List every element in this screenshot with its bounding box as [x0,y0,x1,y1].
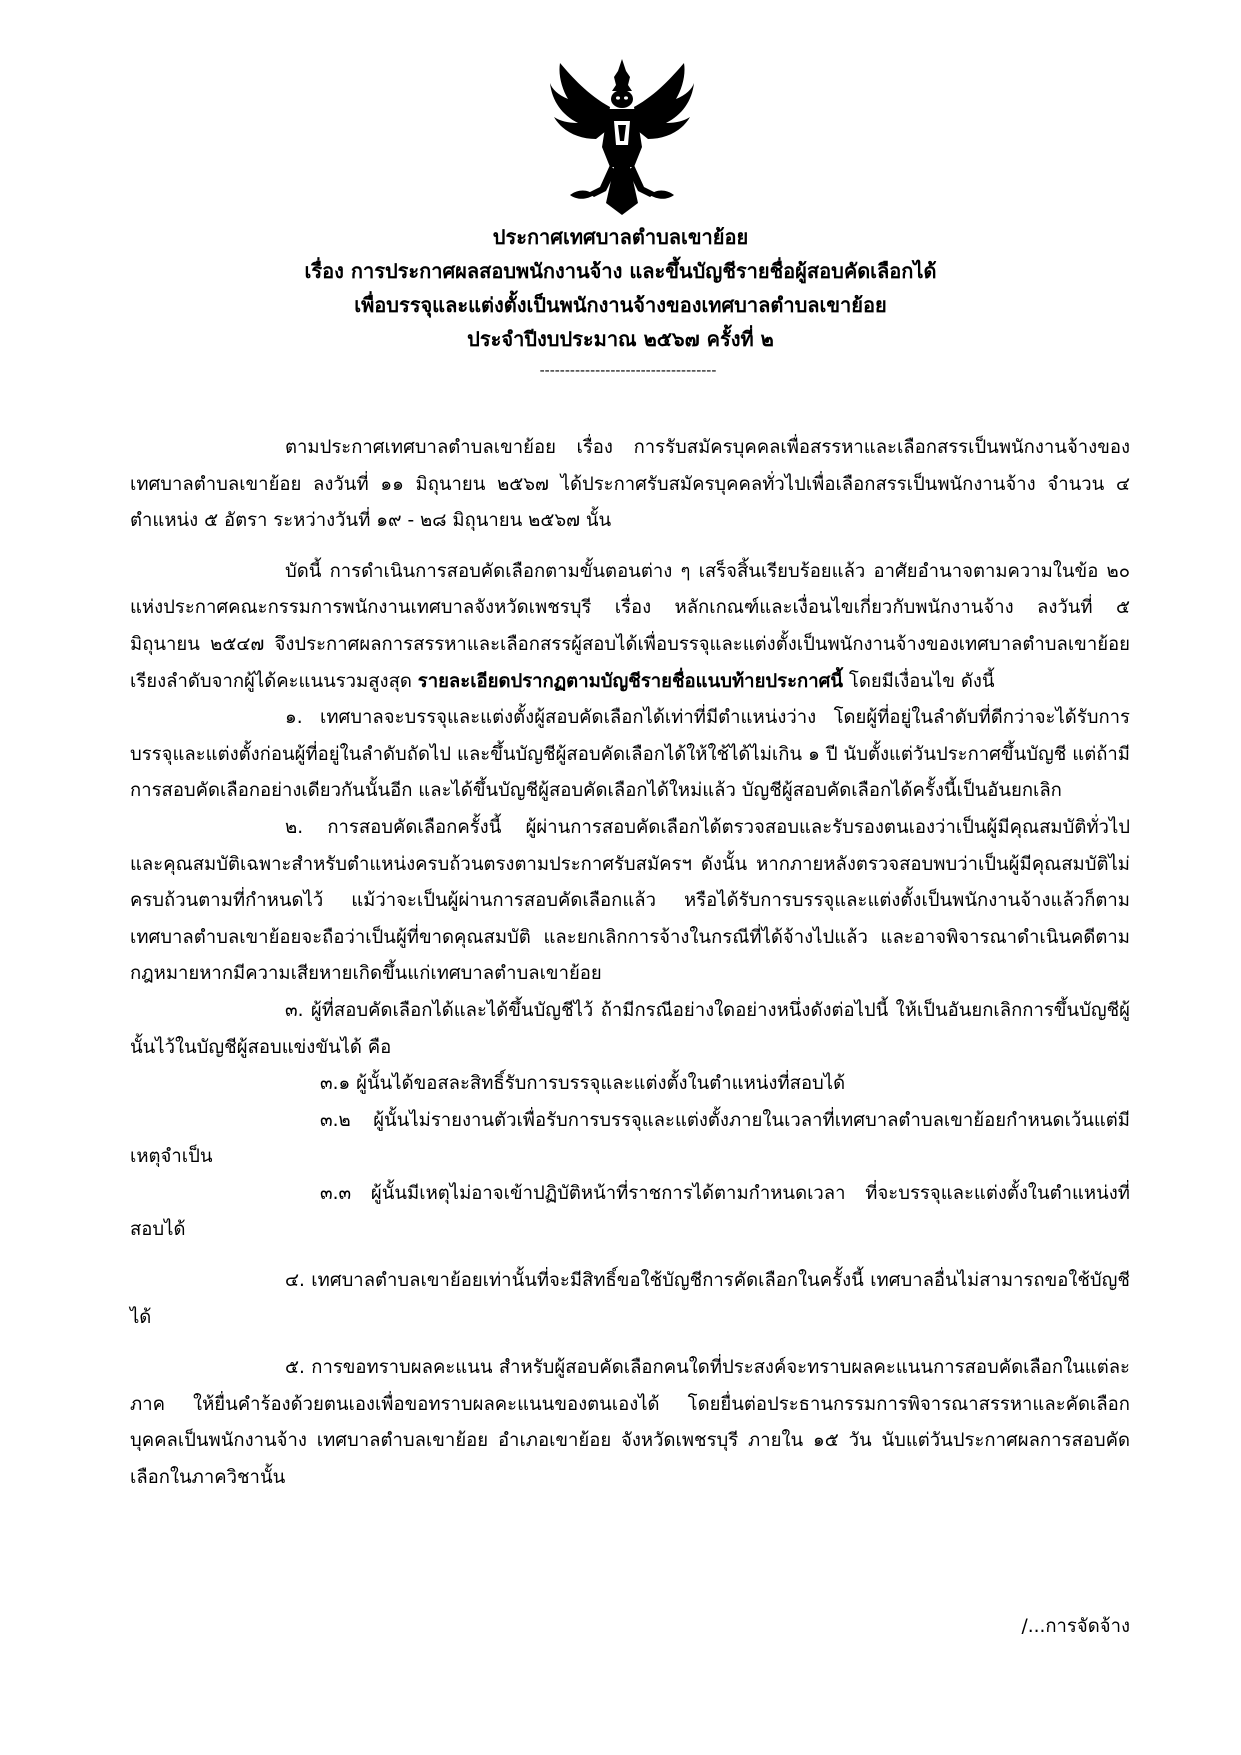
announcement-title: ประกาศเทศบาลตำบลเขาย้อย [492,225,749,249]
condition-3: ๓. ผู้ที่สอบคัดเลือกได้และได้ขึ้นบัญชีไว้ ถ้ามีกรณีอย่างใดอย่างหนึ่งดังต่อไปนี้ ให้เป็นอันยกเลิกการขึ้นบัญชีผู้นั้นไว้ในบัญชีผู้สอบแข่งขันได้ คือ [130,999,1130,1058]
announcement-subject: เรื่อง การประกาศผลสอบพนักงานจ้าง และขึ้นบัญชีรายชื่อผู้สอบคัดเลือกได้ [304,259,937,283]
condition-3-3: ๓.๓ ผู้นั้นมีเหตุไม่อาจเข้าปฏิบัติหน้าที่ราชการได้ตามกำหนดเวลา ที่จะบรรจุและแต่งตั้งในตำแหน่งที่สอบได้ [130,1182,1130,1241]
condition-3-2: ๓.๒ ผู้นั้นไม่รายงานตัวเพื่อรับการบรรจุและแต่งตั้งภายในเวลาที่เทศบาลตำบลเขาย้อยกำหนดเว้นแต่มีเหตุจำเป็น [130,1109,1130,1168]
announcement-subject-line2: เพื่อบรรจุและแต่งตั้งเป็นพนักงานจ้างของเทศบาลตำบลเขาย้อย [354,293,887,317]
condition-4: ๔. เทศบาลตำบลเขาย้อยเท่านั้นที่จะมีสิทธิ์ขอใช้บัญชีการคัดเลือกในครั้งนี้ เทศบาลอื่นไม่สามารถขอใช้บัญชีได้ [130,1270,1130,1328]
announcement-fiscal-year: ประจำปีงบประมาณ ๒๕๖๗ ครั้งที่ ๒ [467,327,774,351]
header-divider: ----------------------------------- [539,363,717,379]
condition-3-1: ๓.๑ ผู้นั้นได้ขอสละสิทธิ์รับการบรรจุและแต่งตั้งในตำแหน่งที่สอบได้ [320,1073,846,1095]
paragraph-announcement-text: บัดนี้ การดำเนินการสอบคัดเลือกตามขั้นตอนต่าง ๆ เสร็จสิ้นเรียบร้อยแล้ว อาศัยอำนาจตามความในข้อ ๒๐ แห่งประกาศคณะกรรมการพนักงานเทศบาลจังหวัดเพชรบุรี เรื่อง หลักเกณฑ์และเงื่อนไขเกี่ยวกับพนักงานจ้าง ลงวันที่ ๕ มิถุนายน ๒๕๔๗ จึงประกาศผลการสรรหาและเลือกสรรผู้สอบได้เพื่อบรรจุและแต่งตั้งเป็นพนักงานจ้างของเทศบาลตำบลเขาย้อย เรียงลำดับจากผู้ได้คะแนนรวมสูงสุด [130,560,1130,692]
announcement-body [130,430,1130,1497]
condition-2: ๒. การสอบคัดเลือกครั้งนี้ ผู้ผ่านการสอบคัดเลือกได้ตรวจสอบและรับรองตนเองว่าเป็นผู้มีคุณสมบัติทั่วไป และคุณสมบัติเฉพาะสำหรับตำแหน่งครบถ้วนตรงตามประกาศรับสมัครฯ ดังนั้น หากภายหลังตรวจสอบพบว่าเป็นผู้มีคุณสมบัติไม่ครบถ้วนตามที่กำหนดไว้ แม้ว่าจะเป็นผู้ผ่านการสอบคัดเลือกแล้ว หรือได้รับการบรรจุและแต่งตั้งเป็นพนักงานจ้างแล้วก็ตาม เทศบาลตำบลเขาย้อยจะถือว่าเป็นผู้ที่ขาดคุณสมบัติ และยกเลิกการจ้างในกรณีที่ได้จ้างไปแล้ว และอาจพิจารณาดำเนินคดีตามกฎหมายหากมีความเสียหายเกิดขึ้นแก่เทศบาลตำบลเขาย้อย [130,816,1130,985]
page-continuation: /...การจัดจ้าง [1021,1616,1130,1637]
paragraph-announcement-bold: รายละเอียดปรากฏตามบัญชีรายชื่อแนบท้ายประกาศนี้ [417,670,844,692]
paragraph-reference: ตามประกาศเทศบาลตำบลเขาย้อย เรื่อง การรับสมัครบุคคลเพื่อสรรหาและเลือกสรรเป็นพนักงานจ้างของเทศบาลตำบลเขาย้อย ลงวันที่ ๑๑ มิถุนายน ๒๕๖๗ ได้ประกาศรับสมัครบุคคลทั่วไปเพื่อเลือกสรรเป็นพนักงานจ้าง จำนวน ๔ ตำแหน่ง ๕ อัตรา ระหว่างวันที่ ๑๙ - ๒๘ มิถุนายน ๒๕๖๗ นั้น [130,437,1130,532]
condition-1: ๑. เทศบาลจะบรรจุและแต่งตั้งผู้สอบคัดเลือกได้เท่าที่มีตำแหน่งว่าง โดยผู้ที่อยู่ในลำดับที่ดีกว่าจะได้รับการบรรจุและแต่งตั้งก่อนผู้ที่อยู่ในลำดับถัดไป และขึ้นบัญชีผู้สอบคัดเลือกได้ให้ใช้ได้ไม่เกิน ๑ ปี นับตั้งแต่วันประกาศขึ้นบัญชี แต่ถ้ามีการสอบคัดเลือกอย่างเดียวกันนั้นอีก และได้ขึ้นบัญชีผู้สอบคัดเลือกได้ใหม่แล้ว บัญชีผู้สอบคัดเลือกได้ครั้งนี้เป็นอันยกเลิก [130,707,1130,802]
garuda-emblem [548,55,696,217]
condition-5: ๕. การขอทราบผลคะแนน สำหรับผู้สอบคัดเลือกคนใดที่ประสงค์จะทราบผลคะแนนการสอบคัดเลือกในแต่ละภาค ให้ยื่นคำร้องด้วยตนเองเพื่อขอทราบผลคะแนนของตนเองได้ โดยยื่นต่อประธานกรรมการพิจารณาสรรหาและคัดเลือกบุคคลเป็นพนักงานจ้าง เทศบาลตำบลเขาย้อย อำเภอเขาย้อย จังหวัดเพชรบุรี ภายใน ๑๕ วัน นับแต่วันประกาศผลการสอบคัดเลือกในภาควิชานั้น [130,1357,1130,1489]
paragraph-announcement-tail: โดยมีเงื่อนไข ดังนี้ [843,670,995,692]
paragraph-announcement [130,554,1130,700]
